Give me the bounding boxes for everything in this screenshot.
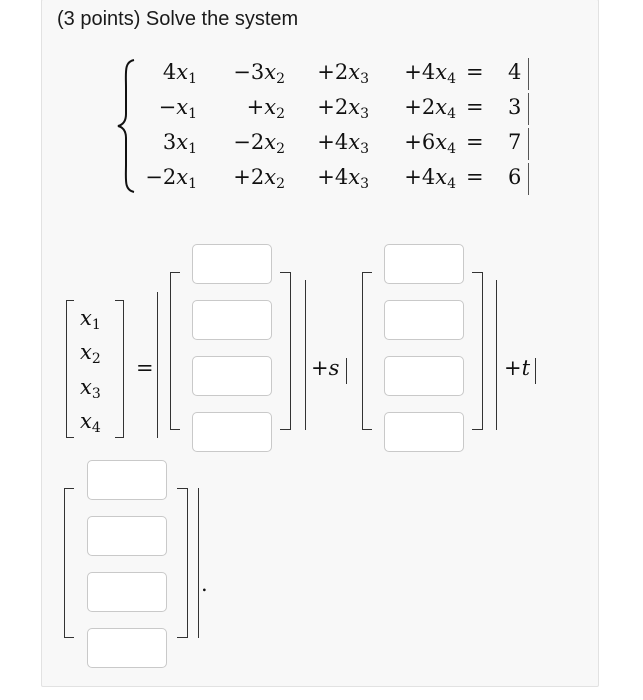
term-r1-c3 — [317, 60, 369, 87]
variable: x — [176, 60, 189, 84]
rhs-r4: 6 — [508, 165, 522, 189]
variable: x — [176, 130, 189, 154]
subscript: 4 — [447, 141, 456, 157]
variable: x — [176, 95, 189, 119]
term-r4-c3 — [317, 165, 369, 192]
rhs-r2: 3 — [508, 95, 522, 119]
subscript: 2 — [276, 71, 285, 87]
variable: x — [264, 130, 277, 154]
variable: x — [80, 340, 92, 364]
rhs-r1: 4 — [508, 60, 522, 84]
vector1-entry-2[interactable] — [192, 300, 272, 340]
equals-sign: = — [136, 356, 154, 380]
augment-bar-2 — [528, 93, 529, 125]
vector1-entry-4[interactable] — [192, 412, 272, 452]
coefficient: + — [246, 95, 265, 119]
subscript: 4 — [447, 106, 456, 122]
term-r1-c4 — [404, 60, 456, 87]
s-bar — [346, 358, 347, 384]
vector2-entry-4[interactable] — [384, 412, 464, 452]
question-prompt: (3 points) Solve the system — [57, 8, 299, 30]
x-vector-entry-4 — [80, 409, 101, 436]
subscript: 3 — [360, 141, 369, 157]
coefficient: 3 — [162, 130, 177, 154]
coefficient: +2 — [317, 60, 349, 84]
variable: x — [435, 165, 448, 189]
coefficient: +6 — [404, 130, 436, 154]
vector2-entry-2[interactable] — [384, 300, 464, 340]
term-r3-c3 — [317, 130, 369, 157]
coefficient: −2 — [145, 165, 177, 189]
subscript: 4 — [447, 176, 456, 192]
subscript: 2 — [91, 351, 101, 367]
equals-r4: = — [466, 165, 484, 189]
x-vector-entry-2 — [80, 340, 101, 367]
term-r1-c1 — [163, 60, 197, 87]
coefficient: +2 — [233, 165, 265, 189]
subscript: 3 — [91, 386, 101, 402]
augment-bar-1 — [528, 58, 529, 90]
variable: x — [264, 60, 277, 84]
coefficient: −2 — [233, 130, 265, 154]
trailing-period: . — [201, 572, 208, 596]
subscript: 4 — [447, 71, 456, 87]
coefficient: 4 — [162, 60, 177, 84]
subscript: 2 — [276, 176, 285, 192]
variable: x — [264, 95, 277, 119]
subscript: 2 — [276, 106, 285, 122]
term-r4-c4 — [404, 165, 456, 192]
coefficient: − — [158, 95, 177, 119]
subscript: 1 — [91, 317, 101, 333]
coefficient: +4 — [404, 60, 436, 84]
coefficient: +4 — [404, 165, 436, 189]
subscript: 3 — [360, 176, 369, 192]
subscript: 2 — [276, 141, 285, 157]
equals-r3: = — [466, 130, 484, 154]
subscript: 1 — [188, 141, 197, 157]
equals-r2: = — [466, 95, 484, 119]
rhs-r3: 7 — [508, 130, 522, 154]
vector1-entry-1[interactable] — [192, 244, 272, 284]
subscript: 1 — [188, 176, 197, 192]
subscript: 3 — [360, 71, 369, 87]
variable: x — [348, 60, 361, 84]
coefficient: +4 — [317, 130, 349, 154]
coefficient: +2 — [404, 95, 436, 119]
variable: x — [435, 95, 448, 119]
term-r2-c3 — [317, 95, 369, 122]
term-r4-c2 — [233, 165, 285, 192]
augment-bar-4 — [528, 163, 529, 195]
coefficient: −3 — [233, 60, 265, 84]
variable: x — [80, 375, 92, 399]
term-r3-c4 — [404, 130, 456, 157]
vector2-entry-1[interactable] — [384, 244, 464, 284]
left-brace — [114, 58, 138, 194]
coefficient: +2 — [317, 95, 349, 119]
augment-bar-3 — [528, 128, 529, 160]
term-r4-c1 — [145, 165, 197, 192]
t-bar — [535, 358, 536, 384]
variable: x — [80, 306, 92, 330]
equals-r1: = — [466, 60, 484, 84]
subscript: 1 — [188, 106, 197, 122]
vector3-entry-2[interactable] — [87, 516, 167, 556]
variable: x — [264, 165, 277, 189]
vector3-entry-4[interactable] — [87, 628, 167, 668]
subscript: 3 — [360, 106, 369, 122]
variable: x — [176, 165, 189, 189]
variable: x — [348, 165, 361, 189]
x-vector-entry-1 — [80, 306, 101, 333]
vector2-entry-3[interactable] — [384, 356, 464, 396]
plus-s-label: +s — [311, 356, 340, 380]
variable: x — [435, 130, 448, 154]
term-r2-c4 — [404, 95, 456, 122]
vector1-entry-3[interactable] — [192, 356, 272, 396]
variable: x — [435, 60, 448, 84]
term-r2-c1 — [159, 95, 197, 122]
term-r1-c2 — [233, 60, 285, 87]
subscript: 1 — [188, 71, 197, 87]
term-r3-c2 — [233, 130, 285, 157]
plus-t-label: +t — [504, 356, 531, 380]
coefficient: +4 — [317, 165, 349, 189]
term-r3-c1 — [163, 130, 197, 157]
vector3-entry-3[interactable] — [87, 572, 167, 612]
vector3-entry-1[interactable] — [87, 460, 167, 500]
variable: x — [348, 95, 361, 119]
variable: x — [348, 130, 361, 154]
x-vector-entry-3 — [80, 375, 101, 402]
term-r2-c2 — [247, 95, 285, 122]
subscript: 4 — [91, 420, 101, 436]
variable: x — [80, 409, 92, 433]
